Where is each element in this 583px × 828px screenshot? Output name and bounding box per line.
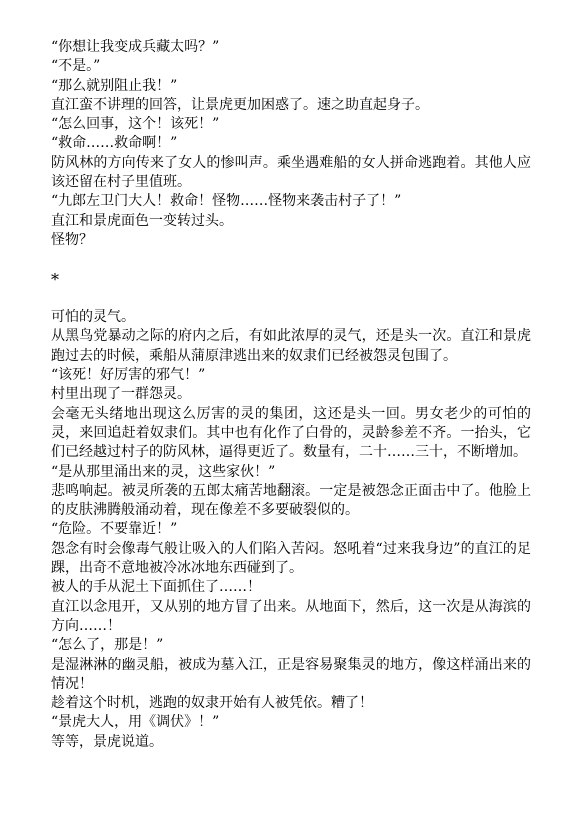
paragraph: 悲鸣响起。被灵所袭的五郎太痛苦地翻滚。一定是被怨念正面击中了。他脸上的皮肤沸腾般涌动着，现在像差不多要破裂似的。 — [51, 482, 531, 519]
paragraph: 从黑鸟党暴动之际的府内之后，有如此浓厚的灵气，还是头一次。直江和景虎跑过去的时候，乘船从蒲原津逃出来的奴隶们已经被怨灵包围了。 — [51, 328, 531, 364]
paragraph: 会毫无头绪地出现这么厉害的灵的集团，这还是头一回。男女老少的可怕的灵，来回追赶着奴隶们。其中也有化作了白骨的，灵龄参差不齐。一抬头，它们已经越过村子的防风林，逼得更近了。数量有，二十……三十，不断增加。 — [51, 405, 531, 461]
section-separator: * — [51, 269, 59, 289]
paragraph: 可怕的灵气。 — [51, 309, 135, 326]
paragraph: 怨念有时会像毒气般让吸入的人们陷入苦闷。怒吼着“过来我身边”的直江的足踝，出奇不意地被冷冰冰地东西碰到了。 — [51, 540, 531, 577]
blank-line — [51, 289, 531, 308]
paragraph: 被人的手从泥土下面抓住了……！ — [51, 579, 261, 596]
paragraph: “你想让我变成兵藏太吗？” — [51, 39, 220, 55]
blank-line — [51, 250, 531, 269]
paragraph: 趁着这个时机，逃跑的奴隶开始有人被凭依。糟了！ — [51, 695, 373, 712]
paragraph: 直江以念甩开，又从别的地方冒了出来。从地面下，然后，这一次是从海滨的方向……！ — [51, 598, 531, 634]
paragraph: “怎么了，那是！” — [51, 637, 164, 654]
paragraph: “该死！好厉害的邪气！” — [51, 367, 206, 384]
text-block-after-break — [51, 308, 531, 752]
paragraph: “景虎大人，用《调伏》！” — [51, 714, 220, 731]
paragraph: “那么就别阻止我！” — [51, 77, 178, 94]
paragraph: 直江和景虎面色一变转过头。 — [51, 212, 233, 229]
paragraph: 防风林的方向传来了女人的惨叫声。乘坐遇难船的女人拼命逃跑着。其他人应该还留在村子里值班。 — [51, 154, 531, 191]
paragraph: 村里出现了一群怨灵。 — [51, 386, 191, 403]
paragraph: 等等，景虎说道。 — [51, 733, 163, 750]
paragraph: “救命……救命啊！” — [51, 135, 178, 152]
paragraph: “不是。” — [51, 58, 101, 75]
text-block-before-break — [51, 38, 531, 250]
paragraph: “危险。不要靠近！” — [51, 521, 178, 538]
document-page — [51, 38, 531, 752]
paragraph: 怪物？ — [51, 231, 93, 248]
paragraph: 是湿淋淋的幽灵船，被成为墓入江，正是容易聚集灵的地方，像这样涌出来的情况！ — [51, 656, 531, 692]
paragraph: “是从那里涌出来的灵，这些家伙！” — [51, 463, 276, 480]
paragraph: 直江蛮不讲理的回答，让景虎更加困惑了。速之助直起身子。 — [51, 96, 429, 113]
paragraph: “九郎左卫门大人！救命！怪物……怪物来袭击村子了！” — [51, 193, 402, 210]
paragraph: “怎么回事，这个！该死！” — [51, 116, 220, 133]
